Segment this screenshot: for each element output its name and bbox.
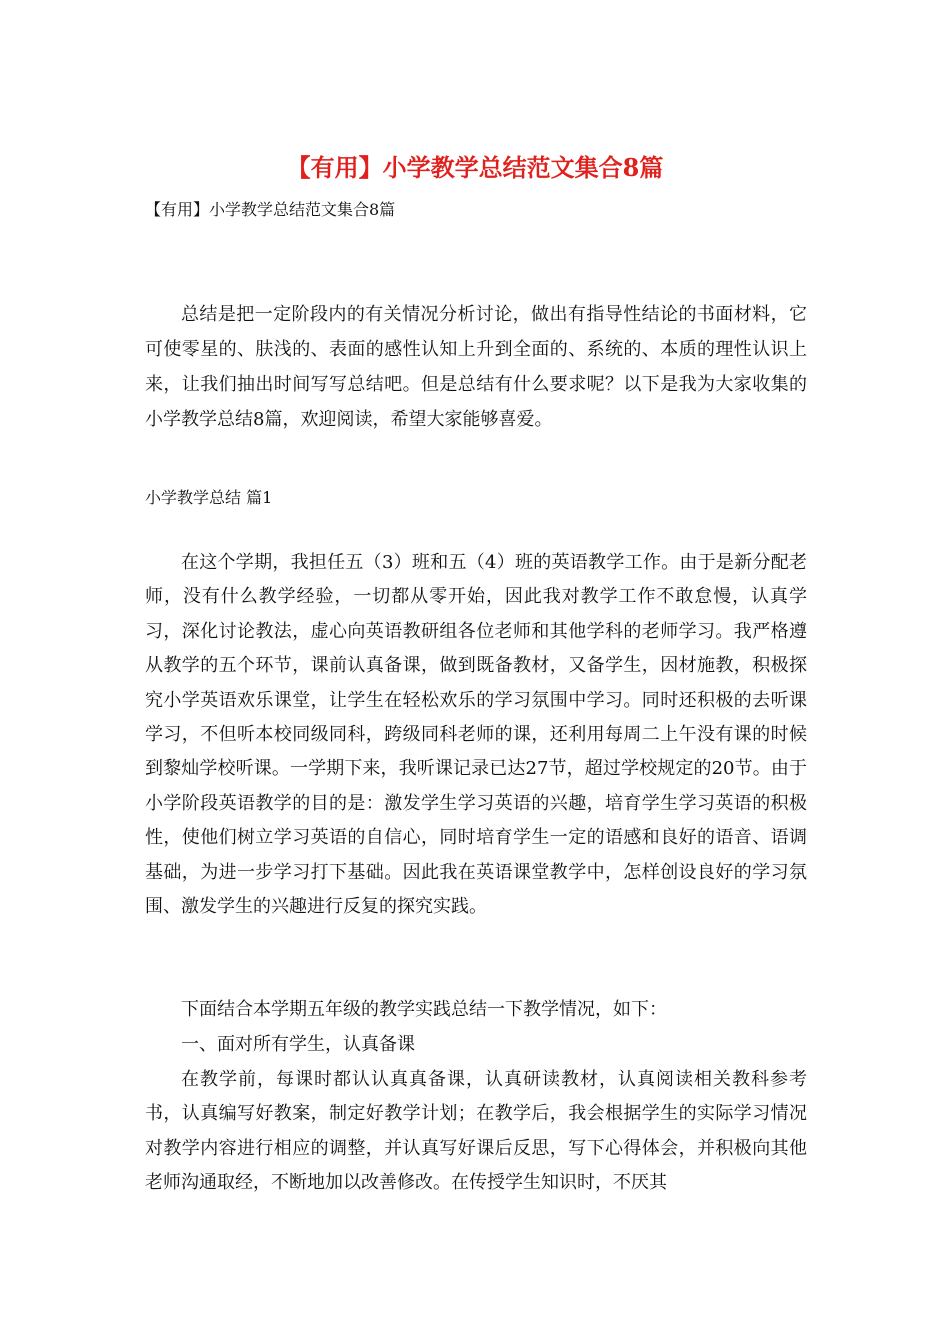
subheading-paragraph: 一、面对所有学生，认真备课	[181, 1034, 415, 1055]
document-title: 【有用】小学教学总结范文集合8篇	[286, 153, 664, 182]
intro-paragraph: 总结是把一定阶段内的有关情况分析讨论，做出有指导性结论的书面材料，它可使零星的、肤浅的、表面的感性认知上升到全面的、系统的、本质的理性认识上来，让我们抽出时间写写总结吧。但是总结有什么要求呢？以下是我为大家收集的小学教学总结8篇，欢迎阅读，希望大家能够喜爱。	[145, 304, 807, 430]
body-paragraph: 在教学前，每课时都认认真真备课，认真研读教材，认真阅读相关教科参考书，认真编写好教案，制定好教学计划；在教学后，我会根据学生的实际学习情况对教学内容进行相应的调整，并认真写好课后反思，写下心得体会，并积极向其他老师沟通取经，不断地加以改善修改。在传授学生知识时，不厌其	[145, 1069, 807, 1194]
body-paragraph: 下面结合本学期五年级的教学实践总结一下教学情况，如下：	[181, 999, 667, 1020]
section-heading: 小学教学总结 篇1	[145, 488, 273, 507]
document-subtitle: 【有用】小学教学总结范文集合8篇	[145, 200, 396, 219]
body-paragraph: 在这个学期，我担任五（3）班和五（4）班的英语教学工作。由于是新分配老师，没有什么教学经验，一切都从零开始，因此我对教学工作不敢怠慢，认真学习，深化讨论教法，虚心向英语教研组各位老师和其他学科的老师学习。我严格遵从教学的五个环节，课前认真备课，做到既备教材，又备学生，因材施教，积极探究小学英语欢乐课堂，让学生在轻松欢乐的学习氛围中学习。同时还积极的去听课学习，不但听本校同级同科，跨级同科老师的课，还利用每周二上午没有课的时候到黎灿学校听课。一学期下来，我听课记录已达27节，超过学校规定的20节。由于小学阶段英语教学的目的是：激发学生学习英语的兴趣，培育学生学习英语的积极性，使他们树立学习英语的自信心，同时培育学生一定的语感和良好的语音、语调基础，为进一步学习打下基础。因此我在英语课堂教学中，怎样创设良好的学习氛围、激发学生的兴趣进行反复的探究实践。	[145, 552, 807, 918]
